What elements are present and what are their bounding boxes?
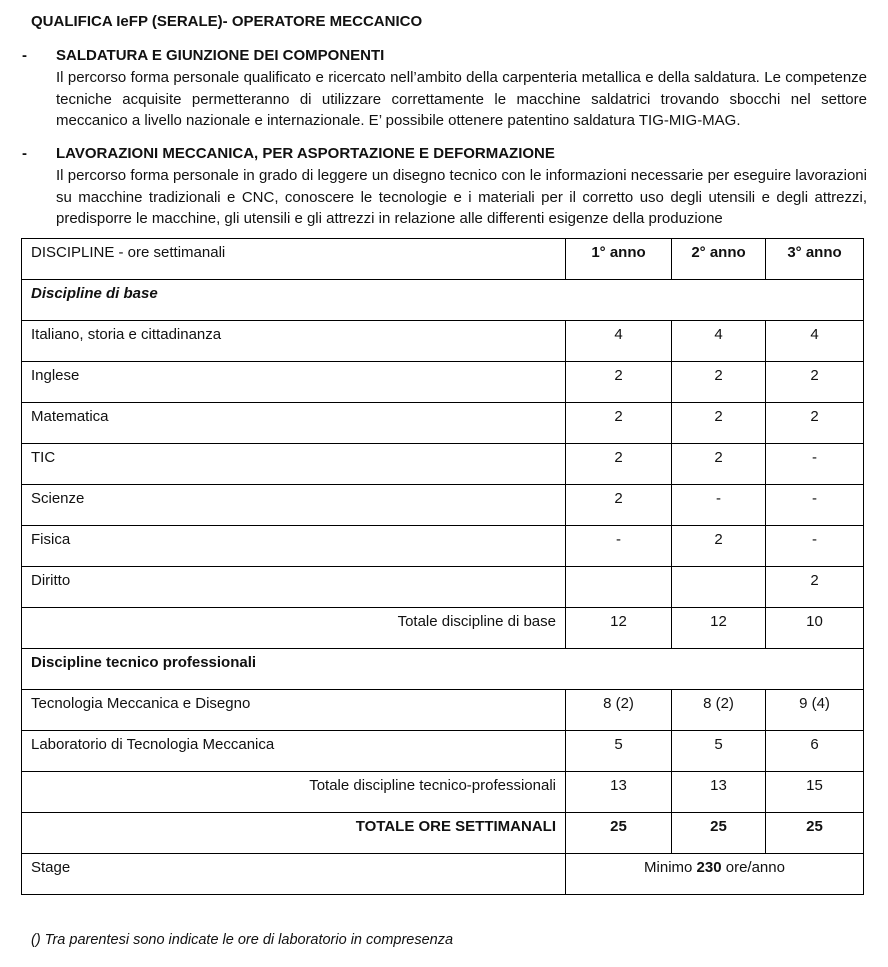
- total-cell: 13: [566, 772, 672, 813]
- group-row-tech: [22, 649, 864, 690]
- page-title: QUALIFICA IeFP (SERALE)- OPERATORE MECCANICO: [31, 13, 423, 30]
- hours-cell: [566, 567, 672, 608]
- section-heading: LAVORAZIONI MECCANICA, PER ASPORTAZIONE E DEFORMAZIONE: [56, 145, 555, 162]
- hours-cell: 8 (2): [566, 690, 672, 731]
- hours-cell: 5: [566, 731, 672, 772]
- stage-row: [22, 854, 864, 895]
- hours-cell: [672, 567, 766, 608]
- grand-total-cell: 25: [566, 813, 672, 854]
- header-cell-discipline: DISCIPLINE - ore settimanali: [22, 239, 566, 280]
- hours-cell: 4: [672, 321, 766, 362]
- hours-cell: 9 (4): [766, 690, 864, 731]
- discipline-cell: Diritto: [22, 567, 566, 608]
- hours-cell: 2: [766, 362, 864, 403]
- hours-cell: 2: [566, 403, 672, 444]
- section-heading: SALDATURA E GIUNZIONE DEI COMPONENTI: [56, 47, 385, 64]
- total-cell: 12: [672, 608, 766, 649]
- total-cell: 15: [766, 772, 864, 813]
- table-row: [22, 321, 864, 362]
- table-row: [22, 485, 864, 526]
- discipline-cell: Scienze: [22, 485, 566, 526]
- hours-cell: 6: [766, 731, 864, 772]
- group-row-base: [22, 280, 864, 321]
- hours-cell: 4: [766, 321, 864, 362]
- hours-cell: 8 (2): [672, 690, 766, 731]
- hours-cell: 2: [566, 362, 672, 403]
- stage-label: Stage: [22, 854, 566, 895]
- hours-cell: 2: [672, 444, 766, 485]
- hours-cell: -: [566, 526, 672, 567]
- discipline-cell: Fisica: [22, 526, 566, 567]
- hours-cell: 2: [672, 362, 766, 403]
- hours-cell: -: [766, 444, 864, 485]
- hours-cell: 2: [566, 444, 672, 485]
- hours-cell: 2: [672, 526, 766, 567]
- hours-cell: 2: [766, 567, 864, 608]
- header-cell-year-3: 3° anno: [766, 239, 864, 280]
- table-row: [22, 567, 864, 608]
- total-label: Totale discipline tecnico-professionali: [22, 772, 566, 813]
- hours-cell: -: [766, 526, 864, 567]
- header-cell-year-2: 2° anno: [672, 239, 766, 280]
- stage-prefix: Minimo: [644, 859, 697, 876]
- section-body: Il percorso forma personale qualificato e ricercato nell’ambito della carpenteria metallica e della saldatura. Le competenze tecniche acquisite permetteranno di utilizzare correttamente le macchine saldatrici trovando sbocchi nel settore meccanico a livello nazionale e internazionale. E’ possibile ottenere patentino saldatura TIG-MIG-MAG.: [56, 69, 867, 129]
- section-lavorazioni: [22, 143, 867, 230]
- table-row: [22, 403, 864, 444]
- section-saldatura: [22, 45, 867, 132]
- stage-hours: 230: [696, 859, 722, 876]
- discipline-cell: Matematica: [22, 403, 566, 444]
- total-cell: 10: [766, 608, 864, 649]
- section-body: Il percorso forma personale in grado di leggere un disegno tecnico con le informazioni necessarie per eseguire lavorazioni su macchine tradizionali e CNC, conoscere le tecnologie e i materiali per il corretto uso degli utensili e degli attrezzi, predisporre le macchine, gli utensili e gli attrezzi in relazione alle differenti esigenze della produzione: [56, 167, 867, 227]
- total-row-base: [22, 608, 864, 649]
- group-label: Discipline di base: [22, 280, 864, 321]
- discipline-cell: Italiano, storia e cittadinanza: [22, 321, 566, 362]
- discipline-cell: Laboratorio di Tecnologia Meccanica: [22, 731, 566, 772]
- grand-total-label: TOTALE ORE SETTIMANALI: [22, 813, 566, 854]
- stage-value: [566, 854, 864, 895]
- total-cell: 13: [672, 772, 766, 813]
- hours-cell: 2: [566, 485, 672, 526]
- stage-suffix: ore/anno: [721, 859, 785, 876]
- table-row: [22, 731, 864, 772]
- table-row: [22, 444, 864, 485]
- table-row: [22, 690, 864, 731]
- footnote: () Tra parentesi sono indicate le ore di laboratorio in compresenza: [31, 932, 454, 948]
- grand-total-cell: 25: [672, 813, 766, 854]
- header-cell-year-1: 1° anno: [566, 239, 672, 280]
- table-header-row: [22, 239, 864, 280]
- bullet-dash: -: [22, 47, 27, 64]
- hours-cell: -: [672, 485, 766, 526]
- hours-cell: -: [766, 485, 864, 526]
- hours-table: [21, 238, 864, 895]
- discipline-cell: Tecnologia Meccanica e Disegno: [22, 690, 566, 731]
- hours-cell: 4: [566, 321, 672, 362]
- hours-cell: 2: [672, 403, 766, 444]
- grand-total-row: [22, 813, 864, 854]
- group-label: Discipline tecnico professionali: [22, 649, 864, 690]
- total-label: Totale discipline di base: [22, 608, 566, 649]
- bullet-dash: -: [22, 145, 27, 162]
- total-row-tech: [22, 772, 864, 813]
- total-cell: 12: [566, 608, 672, 649]
- hours-cell: 2: [766, 403, 864, 444]
- grand-total-cell: 25: [766, 813, 864, 854]
- hours-cell: 5: [672, 731, 766, 772]
- table-row: [22, 526, 864, 567]
- table-row: [22, 362, 864, 403]
- discipline-cell: TIC: [22, 444, 566, 485]
- discipline-cell: Inglese: [22, 362, 566, 403]
